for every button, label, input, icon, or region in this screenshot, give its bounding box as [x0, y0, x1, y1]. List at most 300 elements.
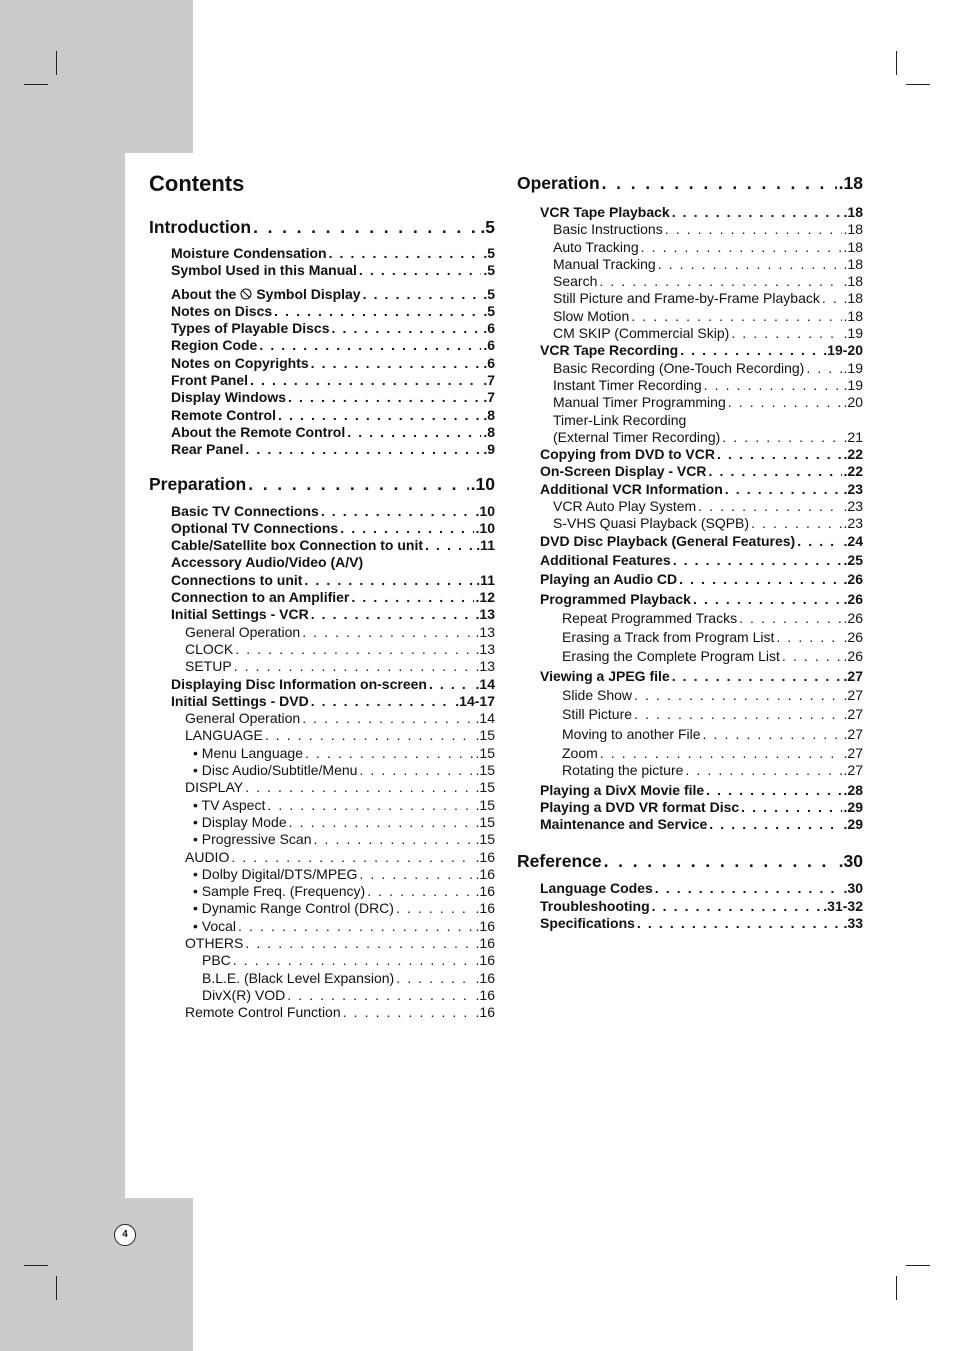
toc-entry[interactable] [149, 935, 495, 952]
leader-dots [359, 762, 473, 779]
leader-dots [259, 337, 481, 354]
entry-label: PBC [202, 952, 231, 969]
toc-entry[interactable] [517, 342, 863, 359]
leader-dots [728, 394, 842, 411]
entry-page: .16 [475, 848, 495, 865]
toc-entry[interactable] [149, 1004, 495, 1021]
leader-dots [602, 170, 837, 196]
section-page: .10 [470, 473, 495, 494]
toc-entry[interactable] [517, 880, 863, 897]
entry-label: Optional TV Connections [171, 519, 339, 536]
toc-entry[interactable] [517, 463, 863, 480]
entry-label-part: Symbol Display [256, 285, 361, 302]
leader-dots [311, 355, 482, 372]
page-title: Contents [149, 171, 245, 196]
leader-dots [776, 629, 841, 646]
toc-entry[interactable] [149, 952, 495, 969]
entry-label: Still Picture and Frame-by-Frame Playback [553, 290, 820, 307]
entry-label: Additional VCR Information [540, 480, 723, 497]
entry-page: .18 [843, 221, 863, 238]
leader-dots [706, 782, 841, 799]
entry-page: .20 [843, 394, 863, 411]
toc-entry[interactable] [517, 446, 863, 463]
entry-page: .23 [843, 498, 863, 515]
toc-entry[interactable] [149, 883, 495, 900]
section-heading: Introduction [149, 217, 252, 237]
entry-label: (External Timer Recording) [553, 428, 721, 445]
entry-page: .13 [475, 640, 495, 657]
entry-page: .16 [475, 900, 495, 917]
toc-entry[interactable] [149, 245, 495, 262]
toc-entry[interactable] [149, 355, 495, 372]
leader-dots [363, 286, 482, 303]
toc-entry[interactable] [517, 394, 863, 411]
toc-entry[interactable] [149, 693, 495, 710]
entry-page: .15 [475, 744, 495, 761]
toc-entry[interactable] [149, 658, 495, 675]
entry-page: .5 [483, 302, 495, 319]
toc-entry[interactable] [149, 572, 495, 589]
crop-mark [56, 1276, 57, 1300]
leader-dots [321, 503, 474, 520]
leader-dots [739, 610, 841, 627]
toc-entry[interactable] [517, 706, 863, 723]
leader-dots [703, 726, 842, 743]
entry-label: Display Windows [171, 389, 287, 406]
leader-dots [717, 446, 842, 463]
entry-page: .16 [475, 917, 495, 934]
entry-page: .16 [475, 986, 495, 1003]
entry-page: .18 [843, 290, 863, 307]
leader-dots [741, 799, 841, 816]
toc-entry[interactable] [517, 533, 863, 550]
entry-label: • Disc Audio/Subtitle/Menu [193, 762, 358, 779]
toc-entry[interactable] [517, 256, 863, 273]
toc-entry[interactable] [517, 816, 863, 833]
entry-label: Cable/Satellite box Connection to unit [171, 537, 424, 554]
leader-dots [234, 658, 474, 675]
toc-entry[interactable] [517, 648, 863, 665]
leader-dots [634, 706, 842, 723]
entry-page: .14-17 [455, 692, 495, 709]
crop-mark [896, 51, 897, 75]
toc-entry[interactable] [517, 498, 863, 515]
entry-page: .13 [475, 658, 495, 675]
leader-dots [751, 515, 841, 532]
entry-label: Connection to an Amplifier [171, 589, 350, 606]
toc-entry[interactable] [149, 537, 495, 554]
entry-page: .23 [843, 480, 863, 497]
entry-label: Rear Panel [171, 441, 244, 458]
entry-label: Rotating the picture [562, 762, 684, 779]
entry-label: S-VHS Quasi Playback (SQPB) [553, 515, 750, 532]
toc-entry[interactable] [149, 831, 495, 848]
entry-page: .19 [843, 376, 863, 393]
entry-page: .28 [843, 781, 863, 798]
entry-page: .29 [843, 798, 863, 815]
entry-page: .27 [843, 667, 863, 684]
entry-page: .9 [483, 441, 495, 458]
entry-label: • Vocal [193, 917, 237, 934]
toc-entry[interactable] [149, 372, 495, 389]
toc-entry[interactable] [149, 320, 495, 337]
entry-label: Types of Playable Discs [171, 320, 330, 337]
toc-entry[interactable] [517, 552, 863, 569]
section-reference[interactable] [517, 848, 863, 874]
prohibited-symbol-icon [240, 288, 252, 300]
section-preparation[interactable] [149, 471, 495, 497]
entry-label: General Operation [185, 623, 301, 640]
toc-entry[interactable] [149, 441, 495, 458]
section-heading: Operation [517, 173, 600, 193]
toc-entry[interactable] [149, 589, 495, 606]
toc-entry[interactable] [517, 515, 863, 532]
leader-dots [311, 606, 474, 623]
toc-entry[interactable] [517, 799, 863, 816]
toc-entry[interactable] [517, 629, 863, 646]
entry-label: Symbol Used in this Manual [171, 262, 357, 279]
toc-entry[interactable] [149, 762, 495, 779]
leader-dots [245, 935, 473, 952]
entry-label: Playing a DivX Movie file [540, 781, 705, 798]
entry-label: • TV Aspect [193, 796, 266, 813]
toc-entry[interactable] [517, 745, 863, 762]
entry-label: Basic TV Connections [171, 502, 319, 519]
leader-dots [600, 745, 842, 762]
leader-dots [359, 866, 473, 883]
entry-page: .18 [843, 273, 863, 290]
leader-dots [396, 970, 473, 987]
entry-label: Connections to unit [171, 571, 303, 588]
leader-dots [429, 676, 474, 693]
entry-page: .27 [843, 725, 863, 742]
entry-page: .26 [843, 648, 863, 665]
leader-dots [305, 745, 474, 762]
section-page: .30 [838, 851, 863, 872]
toc-entry[interactable] [149, 676, 495, 693]
toc-entry[interactable] [517, 481, 863, 498]
section-introduction[interactable] [149, 214, 495, 240]
leader-dots [288, 389, 481, 406]
leader-dots [289, 814, 474, 831]
entry-label: Language Codes [540, 880, 653, 897]
leader-dots [233, 952, 474, 969]
entry-page: .7 [483, 372, 495, 389]
toc-entry[interactable] [517, 591, 863, 608]
entry-label: Remote Control [171, 406, 276, 423]
entry-label: DISPLAY [185, 779, 244, 796]
entry-page: .16 [475, 1004, 495, 1021]
entry-label: VCR Auto Play System [553, 498, 697, 515]
toc-entry[interactable] [149, 814, 495, 831]
toc-entry[interactable] [149, 424, 495, 441]
gray-margin-top [0, 0, 193, 153]
entry-page: .26 [843, 590, 863, 607]
entry-label: • Menu Language [193, 744, 303, 761]
toc-entry[interactable] [149, 389, 495, 406]
entry-label: Copying from DVD to VCR [540, 446, 715, 463]
leader-dots [231, 849, 473, 866]
leader-dots [359, 262, 481, 279]
entry-label: Erasing the Complete Program List [562, 648, 780, 665]
entry-page: .13 [475, 606, 495, 623]
toc-entry[interactable] [149, 503, 495, 520]
leader-dots [709, 816, 841, 833]
entry-label: Still Picture [562, 706, 633, 723]
leader-dots [673, 552, 842, 569]
entry-label: General Operation [185, 710, 301, 727]
entry-label: On-Screen Display - VCR [540, 463, 707, 480]
leader-dots [693, 591, 842, 608]
entry-label: Timer-Link Recording [553, 411, 687, 428]
entry-label: Maintenance and Service [540, 816, 708, 833]
leader-dots [238, 918, 473, 935]
section-heading: Reference [517, 851, 602, 872]
entry-page: .16 [475, 969, 495, 986]
leader-dots [304, 572, 474, 589]
toc-entry[interactable] [149, 407, 495, 424]
leader-dots [704, 377, 842, 394]
entry-page: .27 [843, 762, 863, 779]
entry-page: .6 [483, 354, 495, 371]
leader-dots [599, 273, 841, 290]
leader-dots [725, 481, 842, 498]
toc-entry[interactable] [149, 554, 495, 571]
toc-entry[interactable] [517, 687, 863, 704]
toc-entry[interactable] [517, 239, 863, 256]
leader-dots [340, 520, 473, 537]
entry-label: CM SKIP (Commercial Skip) [553, 325, 730, 342]
leader-dots [235, 641, 473, 658]
leader-dots [245, 779, 473, 796]
toc-entry[interactable] [517, 782, 863, 799]
toc-entry[interactable] [149, 900, 495, 917]
entry-page: .10 [475, 519, 495, 536]
entry-page: .18 [843, 307, 863, 324]
entry-label: • Dolby Digital/DTS/MPEG [193, 865, 358, 882]
toc-entry[interactable] [517, 290, 863, 307]
toc-entry[interactable] [517, 221, 863, 238]
crop-mark [24, 1265, 48, 1266]
entry-label: Slow Motion [553, 307, 630, 324]
entry-page: .16 [475, 934, 495, 951]
entry-page: .5 [483, 262, 495, 279]
leader-dots [658, 256, 842, 273]
toc-entry[interactable] [149, 520, 495, 537]
entry-label: About the Remote Control [171, 423, 346, 440]
entry-label: • Sample Freq. (Frequency) [193, 883, 366, 900]
leader-dots [637, 915, 842, 932]
entry-label: Region Code [171, 337, 258, 354]
entry-label [171, 286, 361, 303]
toc-entry[interactable] [149, 866, 495, 883]
toc-entry[interactable] [517, 668, 863, 685]
section-operation[interactable] [517, 170, 863, 196]
toc-entry[interactable] [149, 606, 495, 623]
leader-dots [641, 239, 842, 256]
toc-entry[interactable] [149, 849, 495, 866]
leader-dots [655, 880, 842, 897]
leader-dots [782, 648, 842, 665]
toc-entry[interactable] [517, 915, 863, 932]
entry-label: Notes on Copyrights [171, 354, 309, 371]
entry-label: VCR Tape Playback [540, 204, 670, 220]
entry-page: .26 [843, 609, 863, 626]
leader-dots [685, 762, 841, 779]
entry-label: • Display Mode [193, 813, 287, 830]
entry-page: .27 [843, 687, 863, 704]
toc-entry[interactable] [149, 987, 495, 1004]
leader-dots [331, 320, 481, 337]
leader-dots [652, 898, 822, 915]
toc-entry[interactable] [517, 308, 863, 325]
toc-entry[interactable] [149, 970, 495, 987]
entry-page: .5 [483, 285, 495, 302]
toc-entry[interactable] [517, 762, 863, 779]
entry-page: .15 [475, 762, 495, 779]
leader-dots [265, 727, 474, 744]
entry-label: Moving to another File [562, 725, 701, 742]
toc-entry[interactable] [517, 412, 863, 429]
entry-label: AUDIO [185, 848, 230, 865]
leader-dots [672, 204, 842, 221]
toc-entry[interactable] [149, 303, 495, 320]
toc-entry[interactable] [517, 204, 863, 221]
leader-dots [248, 471, 468, 497]
entry-page: .11 [476, 571, 495, 588]
toc-entry[interactable] [517, 726, 863, 743]
leader-dots [253, 214, 478, 240]
leader-dots [250, 372, 481, 389]
toc-entry[interactable] [517, 273, 863, 290]
entry-page: .24 [843, 532, 863, 549]
entry-page: .19-20 [823, 342, 863, 359]
toc-entry[interactable] [149, 624, 495, 641]
toc-entry[interactable] [149, 286, 495, 303]
entry-label: Front Panel [171, 372, 249, 389]
leader-dots [731, 325, 841, 342]
entry-page: .27 [843, 744, 863, 761]
toc-entry[interactable] [517, 360, 863, 377]
entry-page: .6 [483, 320, 495, 337]
toc-right-column [517, 170, 863, 932]
entry-page: .25 [843, 551, 863, 568]
entry-label: Specifications [540, 914, 635, 931]
toc-entry[interactable] [149, 641, 495, 658]
toc-left-column [149, 214, 495, 1021]
entry-page: .22 [843, 463, 863, 480]
gray-margin-bottom [0, 1198, 193, 1351]
toc-entry[interactable] [149, 262, 495, 279]
toc-entry[interactable] [517, 898, 863, 915]
entry-page: .15 [475, 727, 495, 744]
entry-label: Notes on Discs [171, 302, 273, 319]
toc-entry[interactable] [149, 727, 495, 744]
toc-entry[interactable] [149, 797, 495, 814]
entry-page: .11 [476, 537, 495, 554]
entry-page: .29 [843, 816, 863, 833]
entry-page: .15 [475, 779, 495, 796]
entry-page: .16 [475, 865, 495, 882]
entry-label: Erasing a Track from Program List [562, 629, 775, 646]
toc-entry[interactable] [149, 745, 495, 762]
entry-page: .30 [843, 880, 863, 897]
entry-page: .19 [843, 359, 863, 376]
toc-entry[interactable] [517, 610, 863, 627]
entry-label: Accessory Audio/Video (A/V) [171, 554, 364, 571]
leader-dots [302, 710, 473, 727]
entry-page: .27 [843, 706, 863, 723]
entry-label: LANGUAGE [185, 727, 263, 744]
toc-entry[interactable] [149, 337, 495, 354]
entry-label: SETUP [185, 658, 232, 675]
leader-dots [343, 1004, 474, 1021]
entry-label: Initial Settings - VCR [171, 606, 309, 623]
toc-entry[interactable] [149, 918, 495, 935]
entry-page: .33 [843, 914, 863, 931]
entry-page: .16 [475, 883, 495, 900]
toc-entry[interactable] [149, 779, 495, 796]
crop-mark [896, 1276, 897, 1300]
entry-label: Slide Show [562, 687, 633, 704]
leader-dots [302, 624, 473, 641]
entry-page: .31-32 [823, 897, 863, 914]
toc-entry[interactable] [517, 571, 863, 588]
gray-margin-left [0, 153, 125, 1198]
page-number: 4 [114, 1224, 136, 1246]
toc-entry[interactable] [517, 429, 863, 446]
entry-page: .26 [843, 571, 863, 588]
entry-page: .23 [843, 515, 863, 532]
leader-dots [722, 429, 841, 446]
entry-label: DVD Disc Playback (General Features) [540, 532, 796, 549]
entry-label: Displaying Disc Information on-screen [171, 675, 427, 692]
entry-label: Viewing a JPEG file [540, 667, 670, 684]
entry-page: .22 [843, 446, 863, 463]
toc-entry[interactable] [149, 710, 495, 727]
leader-dots [311, 693, 454, 710]
crop-mark [24, 84, 48, 85]
toc-entry[interactable] [517, 325, 863, 342]
entry-label: Moisture Condensation [171, 245, 327, 261]
entry-label: Manual Tracking [553, 255, 656, 272]
leader-dots [806, 360, 841, 377]
entry-label: VCR Tape Recording [540, 342, 679, 359]
entry-label-part: About the [171, 285, 237, 302]
entry-label: Basic Recording (One-Touch Recording) [553, 359, 805, 376]
entry-page: .12 [475, 589, 495, 606]
leader-dots [287, 987, 473, 1004]
entry-page: .18 [843, 204, 863, 220]
entry-label: Additional Features [540, 551, 671, 568]
section-page: .18 [838, 173, 863, 193]
entry-label: Programmed Playback [540, 590, 691, 607]
entry-label: Remote Control Function [185, 1004, 341, 1021]
entry-label: Repeat Programmed Tracks [562, 609, 738, 626]
leader-dots [245, 441, 481, 458]
leader-dots [634, 687, 841, 704]
entry-label: Initial Settings - DVD [171, 692, 309, 709]
entry-page: .21 [843, 428, 863, 445]
crop-mark [56, 51, 57, 75]
leader-dots [698, 498, 841, 515]
entry-page: .15 [475, 813, 495, 830]
leader-dots [680, 342, 821, 359]
entry-label: Troubleshooting [540, 897, 650, 914]
entry-page: .15 [475, 796, 495, 813]
toc-entry[interactable] [517, 377, 863, 394]
entry-label: Instant Timer Recording [553, 376, 702, 393]
